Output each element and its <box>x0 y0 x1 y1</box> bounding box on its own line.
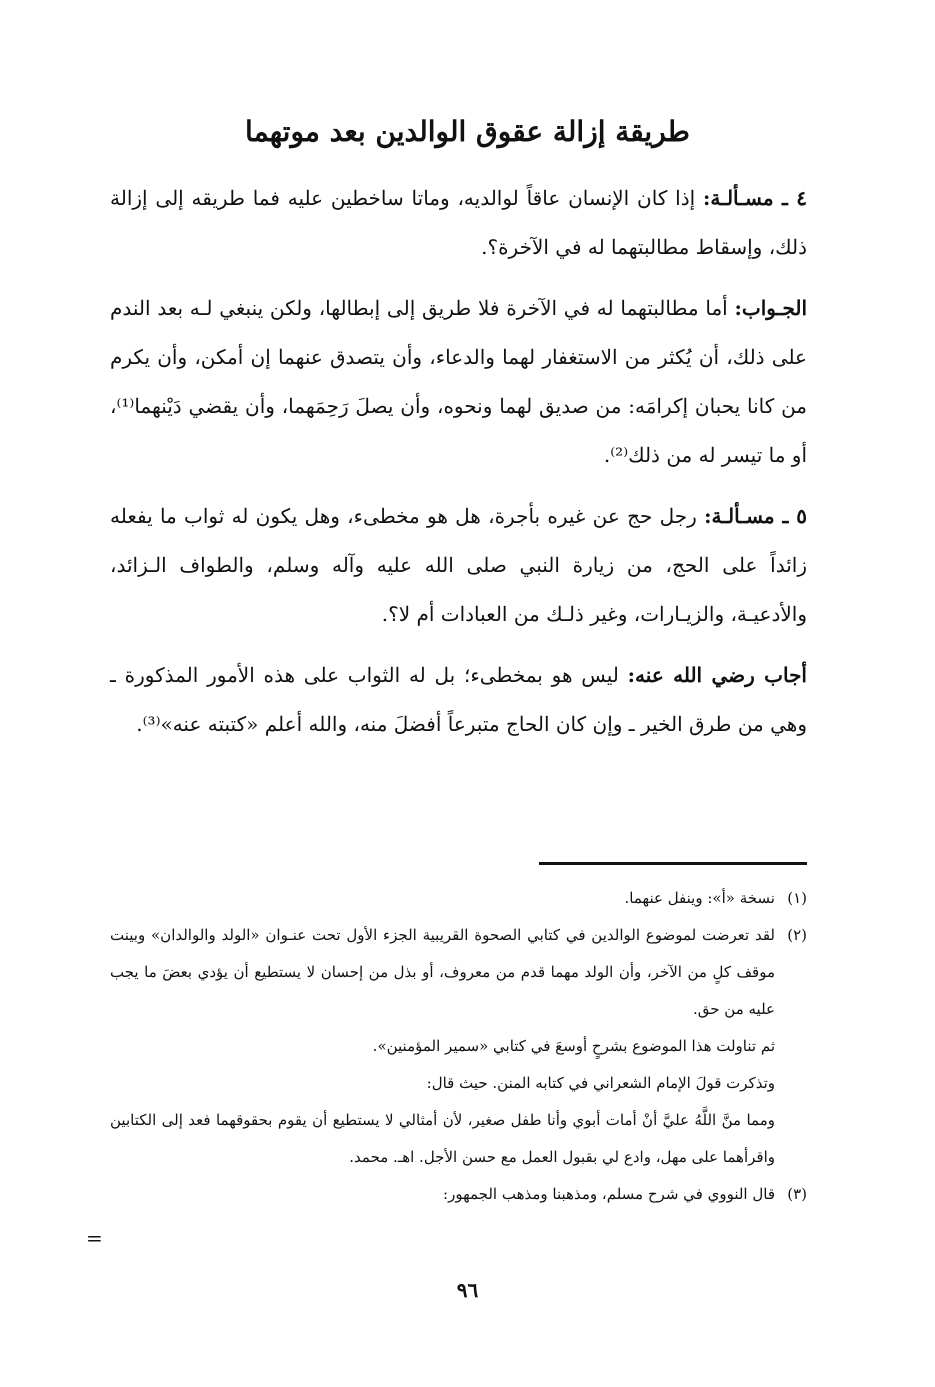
continuation-mark: = <box>86 1226 103 1250</box>
answer-4-label: الجـواب: <box>734 296 808 320</box>
page-number: ٩٦ <box>456 1278 479 1302</box>
question-5-text: رجل حج عن غيره بأجرة، هل هو مخطىء، وهل يكون له ثواب ما يفعله زائداً على الحج، من زيارة النبي صلى الله عليه وآله وسلم، والطواف الـزائد، والأدعيـة، والزيـارات، وغير ذلـك من العبادات أم لا؟. <box>110 504 807 626</box>
footnote-3-number: (٣) <box>787 1185 807 1203</box>
footnote-2-line: ثم تناولت هذا الموضوع بشرحٍ أوسعَ في كتابي «سمير المؤمنين». <box>372 1037 775 1055</box>
footnote-3 <box>110 1176 807 1213</box>
question-4-text: إذا كان الإنسان عاقاً لوالديه، وماتا ساخطين عليه فما طريقه إلى إزالة ذلك، وإسقاط مطالبتهما له في الآخرة؟. <box>110 186 807 259</box>
footnote-1-number: (١) <box>787 889 807 907</box>
answer-4-text: أما مطالبتهما له في الآخرة فلا طريق إلى إبطالها، ولكن ينبغي لـه بعد الندم على ذلك، أن يُكثر من الاستغفار لهما والدعاء، وأن يتصدق عنهما إن أمكن، وأن يكرم من كانا يحبان إكرامَه: من صديق لهما ونحوه، وأن يصلَ رَحِمَهما، وأن يقضي دَيْنهما⁽¹⁾، أو ما تيسر له من ذلك⁽²⁾. <box>110 296 808 467</box>
footnote-2-number: (٢) <box>787 926 807 944</box>
footnote-2-line: لقد تعرضت لموضوع الوالدين في كتابي الصحوة القريبية الجزء الأول تحت عنـوان «الولد والوالدان» وبينت موقف كلٍ من الآخر، وأن الولد مهما قدم من معروف، أو بذل من إحسان لا يستطيع أن يؤدي بعضَ ما يجب عليه من حق. <box>110 926 775 1018</box>
footnote-2-line: ومما منَّ اللَّهُ عليَّ أنْ أمات أبوي وأنا طفل صغير، لأن أمثالي لا يستطيع أن يقوم بحقوقهما فعد إلى الكتابين واقرأهما على مهل، وادع لي بقبول العمل مع حسن الأجل. اهـ. محمد. <box>110 1111 775 1166</box>
answer-5-label: أجاب رضي الله عنه: <box>627 663 807 687</box>
question-4-label: ٤ ـ مسـألـة: <box>702 186 807 210</box>
footnote-3-line: قال النووي في شرح مسلم، ومذهبنا ومذهب الجمهور: <box>443 1185 775 1203</box>
footnote-1-line: نسخة «أ»: وينفل عنهما. <box>624 889 775 907</box>
section-title: طريقة إزالة عقوق الوالدين بعد موتهما <box>245 115 690 148</box>
footnote-2-text <box>110 917 775 1176</box>
footnote-2-line: وتذكرت قولَ الإمام الشعراني في كتابه المنن. حيث قال: <box>426 1074 775 1092</box>
question-5-label: ٥ ـ مسـألـة: <box>704 504 808 528</box>
footnote-1 <box>110 880 807 917</box>
footnotes <box>110 880 807 1213</box>
answer-5 <box>110 651 807 749</box>
answer-5-text: ليس هو بمخطىء؛ بل له الثواب على هذه الأمور المذكورة ـ وهي من طرق الخير ـ وإن كان الحاج متبرعاً أفضلَ منه، والله أعلم «كتبته عنه»⁽³⁾. <box>110 663 807 736</box>
main-text <box>110 174 807 761</box>
question-5 <box>110 492 807 639</box>
footnote-1-text <box>110 880 775 917</box>
footnote-3-text <box>110 1176 775 1213</box>
footnote-divider <box>539 862 807 865</box>
footnote-2 <box>110 917 807 1176</box>
question-4 <box>110 174 807 272</box>
answer-4 <box>110 284 807 480</box>
